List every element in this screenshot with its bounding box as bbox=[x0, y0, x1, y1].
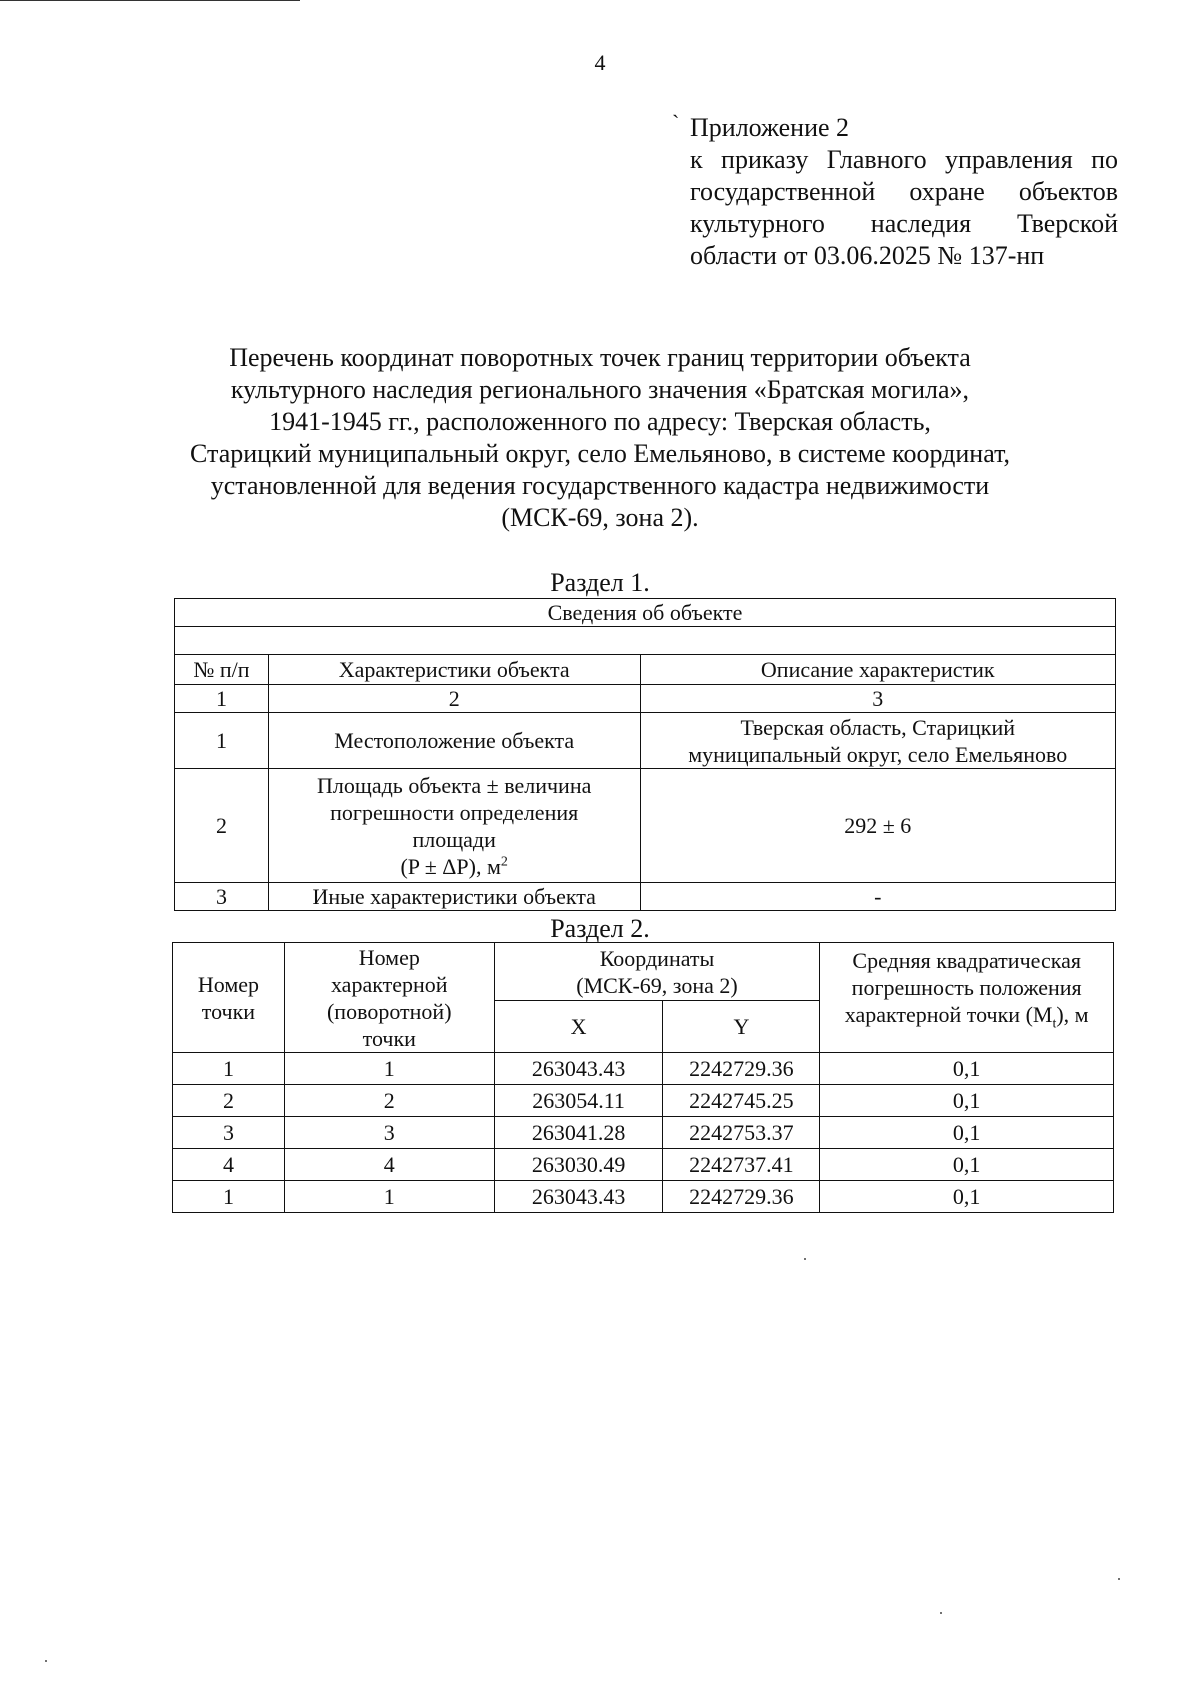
cell-y: 2242745.25 bbox=[663, 1085, 820, 1117]
table1-header-description: Описание характеристик bbox=[640, 655, 1115, 685]
area-formula bbox=[273, 853, 636, 880]
appendix-title: Приложение 2 bbox=[690, 113, 850, 142]
cell-char-point: 4 bbox=[284, 1149, 494, 1181]
cell-point-number: 4 bbox=[173, 1149, 285, 1181]
cell-point-number: 3 bbox=[173, 1117, 285, 1149]
formula-superscript: 2 bbox=[500, 854, 508, 870]
table1-row bbox=[175, 883, 1116, 911]
heading-line: установленной для ведения государственного кадастра недвижимости bbox=[210, 471, 990, 500]
row-characteristic: Иные характеристики объекта bbox=[268, 883, 640, 911]
heading-line: 1941-1945 гг., расположенного по адресу: Тверская область, bbox=[269, 407, 931, 436]
cell-error: 0,1 bbox=[820, 1149, 1114, 1181]
row-characteristic: Местоположение объекта bbox=[268, 713, 640, 769]
page-number: 4 bbox=[594, 50, 606, 75]
coordinates-table bbox=[172, 942, 1114, 1213]
row-num: 1 bbox=[175, 713, 269, 769]
table1-colnum: 2 bbox=[268, 685, 640, 713]
row-characteristic bbox=[268, 769, 640, 883]
appendix-line: культурного наследия Тверской bbox=[690, 209, 1118, 238]
cell-char-point: 2 bbox=[284, 1085, 494, 1117]
cell-error: 0,1 bbox=[820, 1053, 1114, 1085]
error-subscript: t bbox=[1052, 1016, 1057, 1032]
header-characteristic-point bbox=[284, 943, 494, 1053]
cell-x: 263041.28 bbox=[494, 1117, 663, 1149]
table1-row bbox=[175, 713, 1116, 769]
row-description: 292 ± 6 bbox=[640, 769, 1115, 883]
table1-colnum: 3 bbox=[640, 685, 1115, 713]
cell-point-number: 2 bbox=[173, 1085, 285, 1117]
scan-speck bbox=[45, 1660, 47, 1662]
table1-empty-row bbox=[175, 627, 1116, 655]
appendix-line: государственной охране объектов bbox=[690, 177, 1118, 206]
appendix-block bbox=[690, 112, 1118, 272]
cell-y: 2242729.36 bbox=[663, 1181, 820, 1213]
section2-title: Раздел 2. bbox=[550, 914, 650, 943]
header-line: Номер bbox=[197, 971, 260, 997]
row-description: - bbox=[640, 883, 1115, 911]
cell-y: 2242737.41 bbox=[663, 1149, 820, 1181]
document-heading bbox=[150, 342, 1050, 534]
cell-error: 0,1 bbox=[820, 1085, 1114, 1117]
appendix-mark: ` bbox=[672, 110, 680, 135]
header-line: Номер bbox=[358, 944, 420, 970]
scan-speck bbox=[804, 1258, 806, 1260]
cell-x: 263043.43 bbox=[494, 1181, 663, 1213]
heading-line: (МСК-69, зона 2). bbox=[501, 503, 699, 532]
table-row bbox=[173, 1053, 1114, 1085]
table-row bbox=[173, 1181, 1114, 1213]
header-line: Средняя квадратическая bbox=[852, 948, 1081, 973]
formula-text: (P ± ΔP), м bbox=[400, 853, 501, 879]
characteristic-line: Площадь объекта ± величина bbox=[317, 772, 592, 798]
cell-char-point: 1 bbox=[284, 1053, 494, 1085]
appendix-line: к приказу Главного управления по bbox=[690, 145, 1118, 174]
characteristic-line: погрешности определения bbox=[330, 799, 579, 825]
scan-speck bbox=[1118, 1578, 1120, 1580]
table1-header-characteristic: Характеристики объекта bbox=[268, 655, 640, 685]
heading-line: культурного наследия регионального значения «Братская могила», bbox=[230, 375, 970, 404]
header-line: точки bbox=[201, 998, 256, 1024]
table1-header-num: № п/п bbox=[175, 655, 269, 685]
header-line: (поворотной) bbox=[326, 998, 452, 1024]
cell-error: 0,1 bbox=[820, 1181, 1114, 1213]
header-line: погрешность положения bbox=[851, 975, 1082, 1000]
cell-x: 263054.11 bbox=[494, 1085, 663, 1117]
description-line: муниципальный округ, село Емельяново bbox=[688, 741, 1068, 767]
description-line: Тверская область, Старицкий bbox=[740, 714, 1015, 740]
cell-y: 2242753.37 bbox=[663, 1117, 820, 1149]
row-description bbox=[640, 713, 1115, 769]
object-info-table bbox=[174, 598, 1116, 911]
table-row bbox=[173, 1149, 1114, 1181]
heading-line: Старицкий муниципальный округ, село Емельяново, в системе координат, bbox=[190, 439, 1010, 468]
table-row bbox=[173, 1117, 1114, 1149]
table1-row bbox=[175, 769, 1116, 883]
cell-error: 0,1 bbox=[820, 1117, 1114, 1149]
header-line: точки bbox=[362, 1025, 416, 1051]
cell-x: 263030.49 bbox=[494, 1149, 663, 1181]
header-y: Y bbox=[663, 1001, 820, 1053]
characteristic-line: площади bbox=[412, 826, 496, 852]
cell-point-number: 1 bbox=[173, 1053, 285, 1085]
row-num: 3 bbox=[175, 883, 269, 911]
table-row bbox=[173, 1085, 1114, 1117]
row-num: 2 bbox=[175, 769, 269, 883]
header-x: X bbox=[494, 1001, 663, 1053]
cell-x: 263043.43 bbox=[494, 1053, 663, 1085]
heading-line: Перечень координат поворотных точек границ территории объекта bbox=[229, 343, 971, 372]
section1-title: Раздел 1. bbox=[550, 568, 650, 597]
header-line: (МСК-69, зона 2) bbox=[576, 972, 738, 998]
cell-y: 2242729.36 bbox=[663, 1053, 820, 1085]
header-point-number bbox=[173, 943, 285, 1053]
scan-speck bbox=[940, 1612, 942, 1614]
header-line: Координаты bbox=[599, 945, 715, 971]
scan-edge-line bbox=[0, 0, 300, 1]
appendix-line: области от 03.06.2025 № 137-нп bbox=[690, 241, 1045, 270]
cell-char-point: 1 bbox=[284, 1181, 494, 1213]
table1-caption: Сведения об объекте bbox=[175, 599, 1116, 627]
table1-colnum: 1 bbox=[175, 685, 269, 713]
cell-char-point: 3 bbox=[284, 1117, 494, 1149]
header-coordinates bbox=[494, 943, 820, 1001]
header-mean-square-error bbox=[820, 943, 1114, 1053]
header-line: характерной bbox=[330, 971, 448, 997]
header-line: характерной точки $(M_t)$, м bbox=[844, 1002, 1089, 1032]
cell-point-number: 1 bbox=[173, 1181, 285, 1213]
